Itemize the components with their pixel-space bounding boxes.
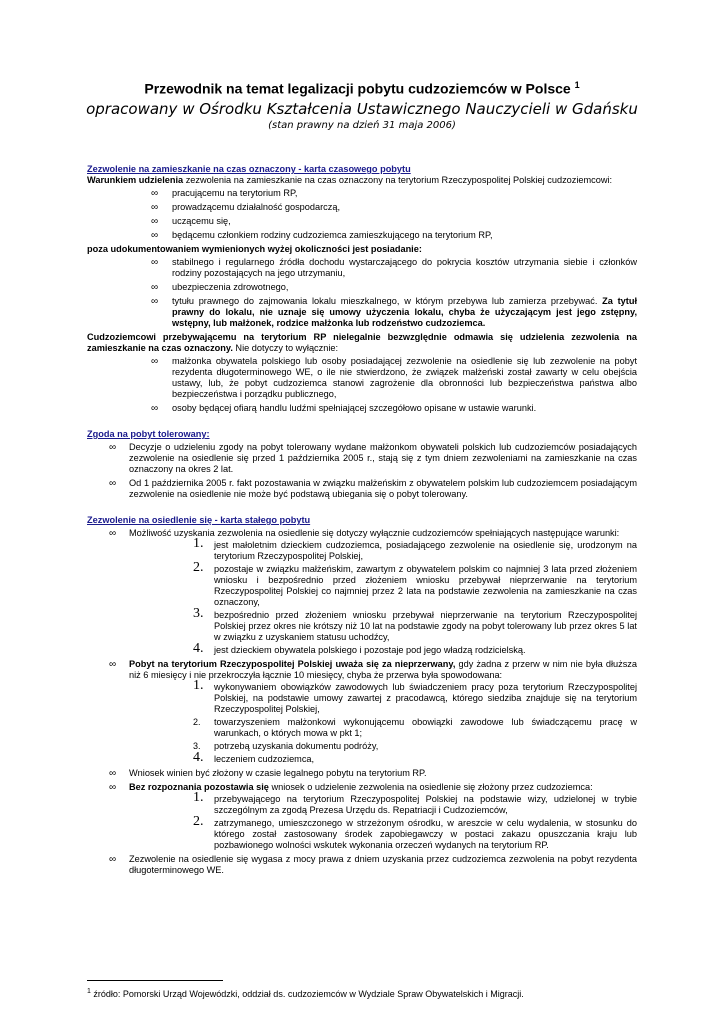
list-item: ∞ pracującemu na terytorium RP, — [87, 188, 637, 199]
list-item: ∞ tytułu prawnego do zajmowania lokalu mieszkalnego, w którym przebywa lub zamierza przebywać. Za tytuł prawny do lokalu, nie uznaje się umowy użyczenia lokalu, chyba że użyczającym jest jego zstępny, wstępny, lub małżonek, rodzice małżonka lub rodzeństwo cudzoziemca. — [87, 296, 637, 329]
numbered-item: 3. bezpośrednio przed złożeniem wniosku przebywał nieprzerwanie na terytorium Rzeczypospolitej Polskiej przez okres nie krótszy niż 10 lat na podstawie zgody na pobyt tolerowany lub przez okres 5 lat w związku z uzyskaniem statusu uchodźcy, — [193, 606, 637, 642]
list-item: ∞ będącemu członkiem rodziny cudzoziemca zamieszkującego na terytorium RP, — [87, 230, 637, 241]
settlement-list — [87, 528, 637, 876]
numbered-item: 1. przebywającego na terytorium Rzeczypospolitej Polskiej na podstawie wizy, udzielonej w trybie szczególnym za zgodą Prezesa Urzędu ds. Repatriacji i Cudzoziemców, — [193, 790, 637, 815]
eligible-list — [87, 188, 637, 241]
section-tolerated-stay-heading: Zgoda na pobyt tolerowany: — [87, 429, 210, 439]
tolerated-stay-list — [87, 442, 637, 500]
title-footnote-mark: 1 — [574, 80, 580, 90]
list-item: ∞ Bez rozpoznania pozostawia się wniosek o udzielenie zezwolenia na osiedlenie się złożony przez cudzoziemca: 1. przebywającego na terytorium Rzeczypospolitej Polskiej na podstawie wizy, udzielonej w trybie szczególnym za zgodą Prezesa Urzędu ds. Repatriacji i Cudzoziemców, 2. zatrzymanego, umieszczonego w strzeżonym ośrodku, w areszcie w celu wydalenia, w stosunku do którego został zastosowany środek zapobiegawczy w postaci zakazu opuszczania kraju lub pozbawionego wolności wskutek wykonania orzeczeń wydanych na terytorium RP. — [87, 782, 637, 851]
settlement-conditions-list — [129, 536, 637, 656]
numbered-item: 1. jest małoletnim dzieckiem cudzoziemca, posiadającego zezwolenie na osiedlenie się, urodzonym na terytorium Rzeczypospolitej Polskiej, — [193, 536, 637, 561]
list-item: ∞ Od 1 października 2005 r. fakt pozostawania w związku małżeńskim z obywatelem polskim lub cudzoziemcem posiadającym zezwolenie na osiedlenie nie może być podstawą ubiegania się o pobyt tolerowany. — [87, 478, 637, 500]
list-item: ∞ osoby będącej ofiarą handlu ludźmi spełniającej szczegółowo opisane w ustawie warunki. — [87, 403, 637, 414]
numbered-item: 2. zatrzymanego, umieszczonego w strzeżonym ośrodku, w areszcie w celu wydalenia, w stosunku do którego został zastosowany środek zapobiegawczy w postaci zakazu opuszczania kraju lub pozbawionego wolności wskutek wykonania orzeczeń wydanych na terytorium RP. — [193, 814, 637, 850]
numbered-item: 2. pozostaje w związku małżeńskim, zawartym z obywatelem polskim co najmniej 3 lata przed złożeniem wniosku i bezpośrednio przed złożeniem wniosku przebywał nieprzerwanie na terytorium Rzeczypospolitej Polskiej co najmniej przez 2 lata na podstawie zezwolenia na zamieszkanie na czas oznaczony, — [193, 560, 637, 607]
document-title: Przewodnik na temat legalizacji pobytu cudzoziemców w Polsce $^1$ — [144, 80, 580, 97]
footnote-separator — [87, 980, 223, 981]
numbered-item: 4. jest dzieckiem obywatela polskiego i pozostaje pod jego władzą rodzicielską. — [193, 641, 526, 656]
numbered-item: 2. towarzyszeniem małżonkowi wykonującemu obowiązki zawodowe lub świadczącemu pracę w warunkach, o których mowa w pkt 1; — [193, 717, 637, 738]
section-temporary-residence-intro: Warunkiem udzielenia zezwolenia na zamieszkanie na czas oznaczony na terytorium Rzeczypospolitej Polskiej cudzoziemcowi: — [87, 175, 613, 185]
legal-status-date: (stan prawny na dzień 31 maja 2006) — [268, 120, 456, 131]
unconsidered-applications-list — [129, 790, 637, 851]
list-item: ∞ Możliwość uzyskania zezwolenia na osiedlenie się dotyczy wyłącznie cudzoziemców spełniających następujące warunki: 1. jest małoletnim dzieckiem cudzoziemca, posiadającego zezwolenie na osiedlenie się, urodzonym na terytorium Rzeczypospolitej Polskiej, 2. pozostaje w związku małżeńskim, zawartym z obywatelem polskim co najmniej 3 lata przed złożeniem wniosku i bezpośrednio przed złożeniem wniosku przebywał nieprzerwanie na terytorium Rzeczypospolitej Polskiej co najmniej przez 2 lata na podstawie zezwolenia na zamieszkanie na czas oznaczony, 3. bezpośrednio przed złożeniem wniosku przebywał nieprzerwanie na terytorium Rzeczypospolitej Polskiej przez okres nie krótszy niż 10 lat na podstawie zgody na pobyt tolerowany lub przez okres 5 lat w związku z uzyskaniem statusu uchodźcy, 4. jest dzieckiem obywatela polskiego i pozostaje pod jego władzą rodzicielską. — [87, 528, 637, 656]
numbered-item: 4. leczeniem cudzoziemca, — [193, 750, 315, 765]
list-item: ∞ stabilnego i regularnego źródła dochodu wystarczającego do pokrycia kosztów utrzymania siebie i członków rodziny pozostających na jego utrzymaniu, — [87, 257, 637, 279]
section-settlement-heading: Zezwolenie na osiedlenie się - karta stałego pobytu — [87, 515, 311, 525]
document-body — [87, 164, 637, 879]
list-item: ∞ Wniosek winien być złożony w czasie legalnego pobytu na terytorium RP. — [87, 768, 637, 779]
list-item: ∞ małżonka obywatela polskiego lub osoby posiadającej zezwolenie na osiedlenie się lub zezwolenie na pobyt rezydenta długoterminowego WE, o ile nie stwierdzono, że związek małżeński został zawarty w celu obejścia ustawy, lub, że pobyt cudzoziemca stanowi zagrożenie dla obronności lub bezpieczeństwa państwa albo bezpieczeństwa i porządku publicznego, — [87, 356, 637, 400]
requirements-list — [87, 257, 637, 329]
list-item: ∞ Zezwolenie na osiedlenie się wygasa z mocy prawa z dniem uzyskania przez cudzoziemca zezwolenia na pobyt rezydenta długoterminowego WE. — [87, 854, 637, 876]
illegal-stay-refusal: Cudzoziemcowi przebywającemu na terytorium RP nielegalnie bezwzględnie odmawia się udzielenia zezwolenia na zamieszkanie na czas oznaczony. Nie dotyczy to wyłącznie: — [87, 332, 637, 353]
requirements-heading: poza udokumentowaniem wymienionych wyżej okoliczności jest posiadanie: — [87, 244, 422, 254]
list-item: ∞ ubezpieczenia zdrowotnego, — [87, 282, 637, 293]
document-subtitle: opracowany w Ośrodku Kształcenia Ustawicznego Nauczycieli w Gdańsku — [86, 100, 638, 118]
section-temporary-residence-heading: Zezwolenie na zamieszkanie na czas oznaczony - karta czasowego pobytu — [87, 164, 411, 174]
list-item: ∞ Decyzje o udzieleniu zgody na pobyt tolerowany wydane małżonkom obywateli polskich lub cudzoziemców posiadających zezwolenie na osiedlenie się przed 1 października 2005 r., stają się z tym dniem zezwoleniami na zamieszkanie na czas oznaczony na okres 2 lat. — [87, 442, 637, 475]
refusal-exceptions-list — [87, 356, 637, 414]
footnote: $^1$ źródło: Pomorski Urząd Wojewódzki, oddział ds. cudzoziemców w Wydziale Spraw Obywatelskich i Migracji. — [87, 988, 524, 999]
list-item: ∞ Pobyt na terytorium Rzeczypospolitej Polskiej uważa się za nieprzerwany, gdy żadna z przerw w nim nie była dłuższa niż 6 miesięcy i nie przekroczyła łącznie 10 miesięcy, chyba że przerwa była spowodowana: 1. wykonywaniem obowiązków zawodowych lub świadczeniem pracy poza terytorium Rzeczypospolitej Polskiej, na podstawie umowy zawartej z pracodawcą, którego siedziba znajduje się na terytorium Rzeczypospolitej Polskiej, 2. towarzyszeniem małżonkowi wykonującemu obowiązki zawodowe lub świadczącemu pracę w warunkach, o których mowa w pkt 1; 3. potrzebą uzyskania dokumentu podróży, 4. leczeniem cudzoziemca, — [87, 659, 637, 765]
interruption-reasons-list — [129, 678, 637, 765]
numbered-item: 1. wykonywaniem obowiązków zawodowych lub świadczeniem pracy poza terytorium Rzeczypospolitej Polskiej, na podstawie umowy zawartej z pracodawcą, którego siedziba znajduje się na terytorium Rzeczypospolitej Polskiej, — [193, 678, 637, 714]
list-item: ∞ prowadzącemu działalność gospodarczą, — [87, 202, 637, 213]
list-item: ∞ uczącemu się, — [87, 216, 637, 227]
numbered-item: 3. potrzebą uzyskania dokumentu podróży, — [193, 741, 379, 751]
